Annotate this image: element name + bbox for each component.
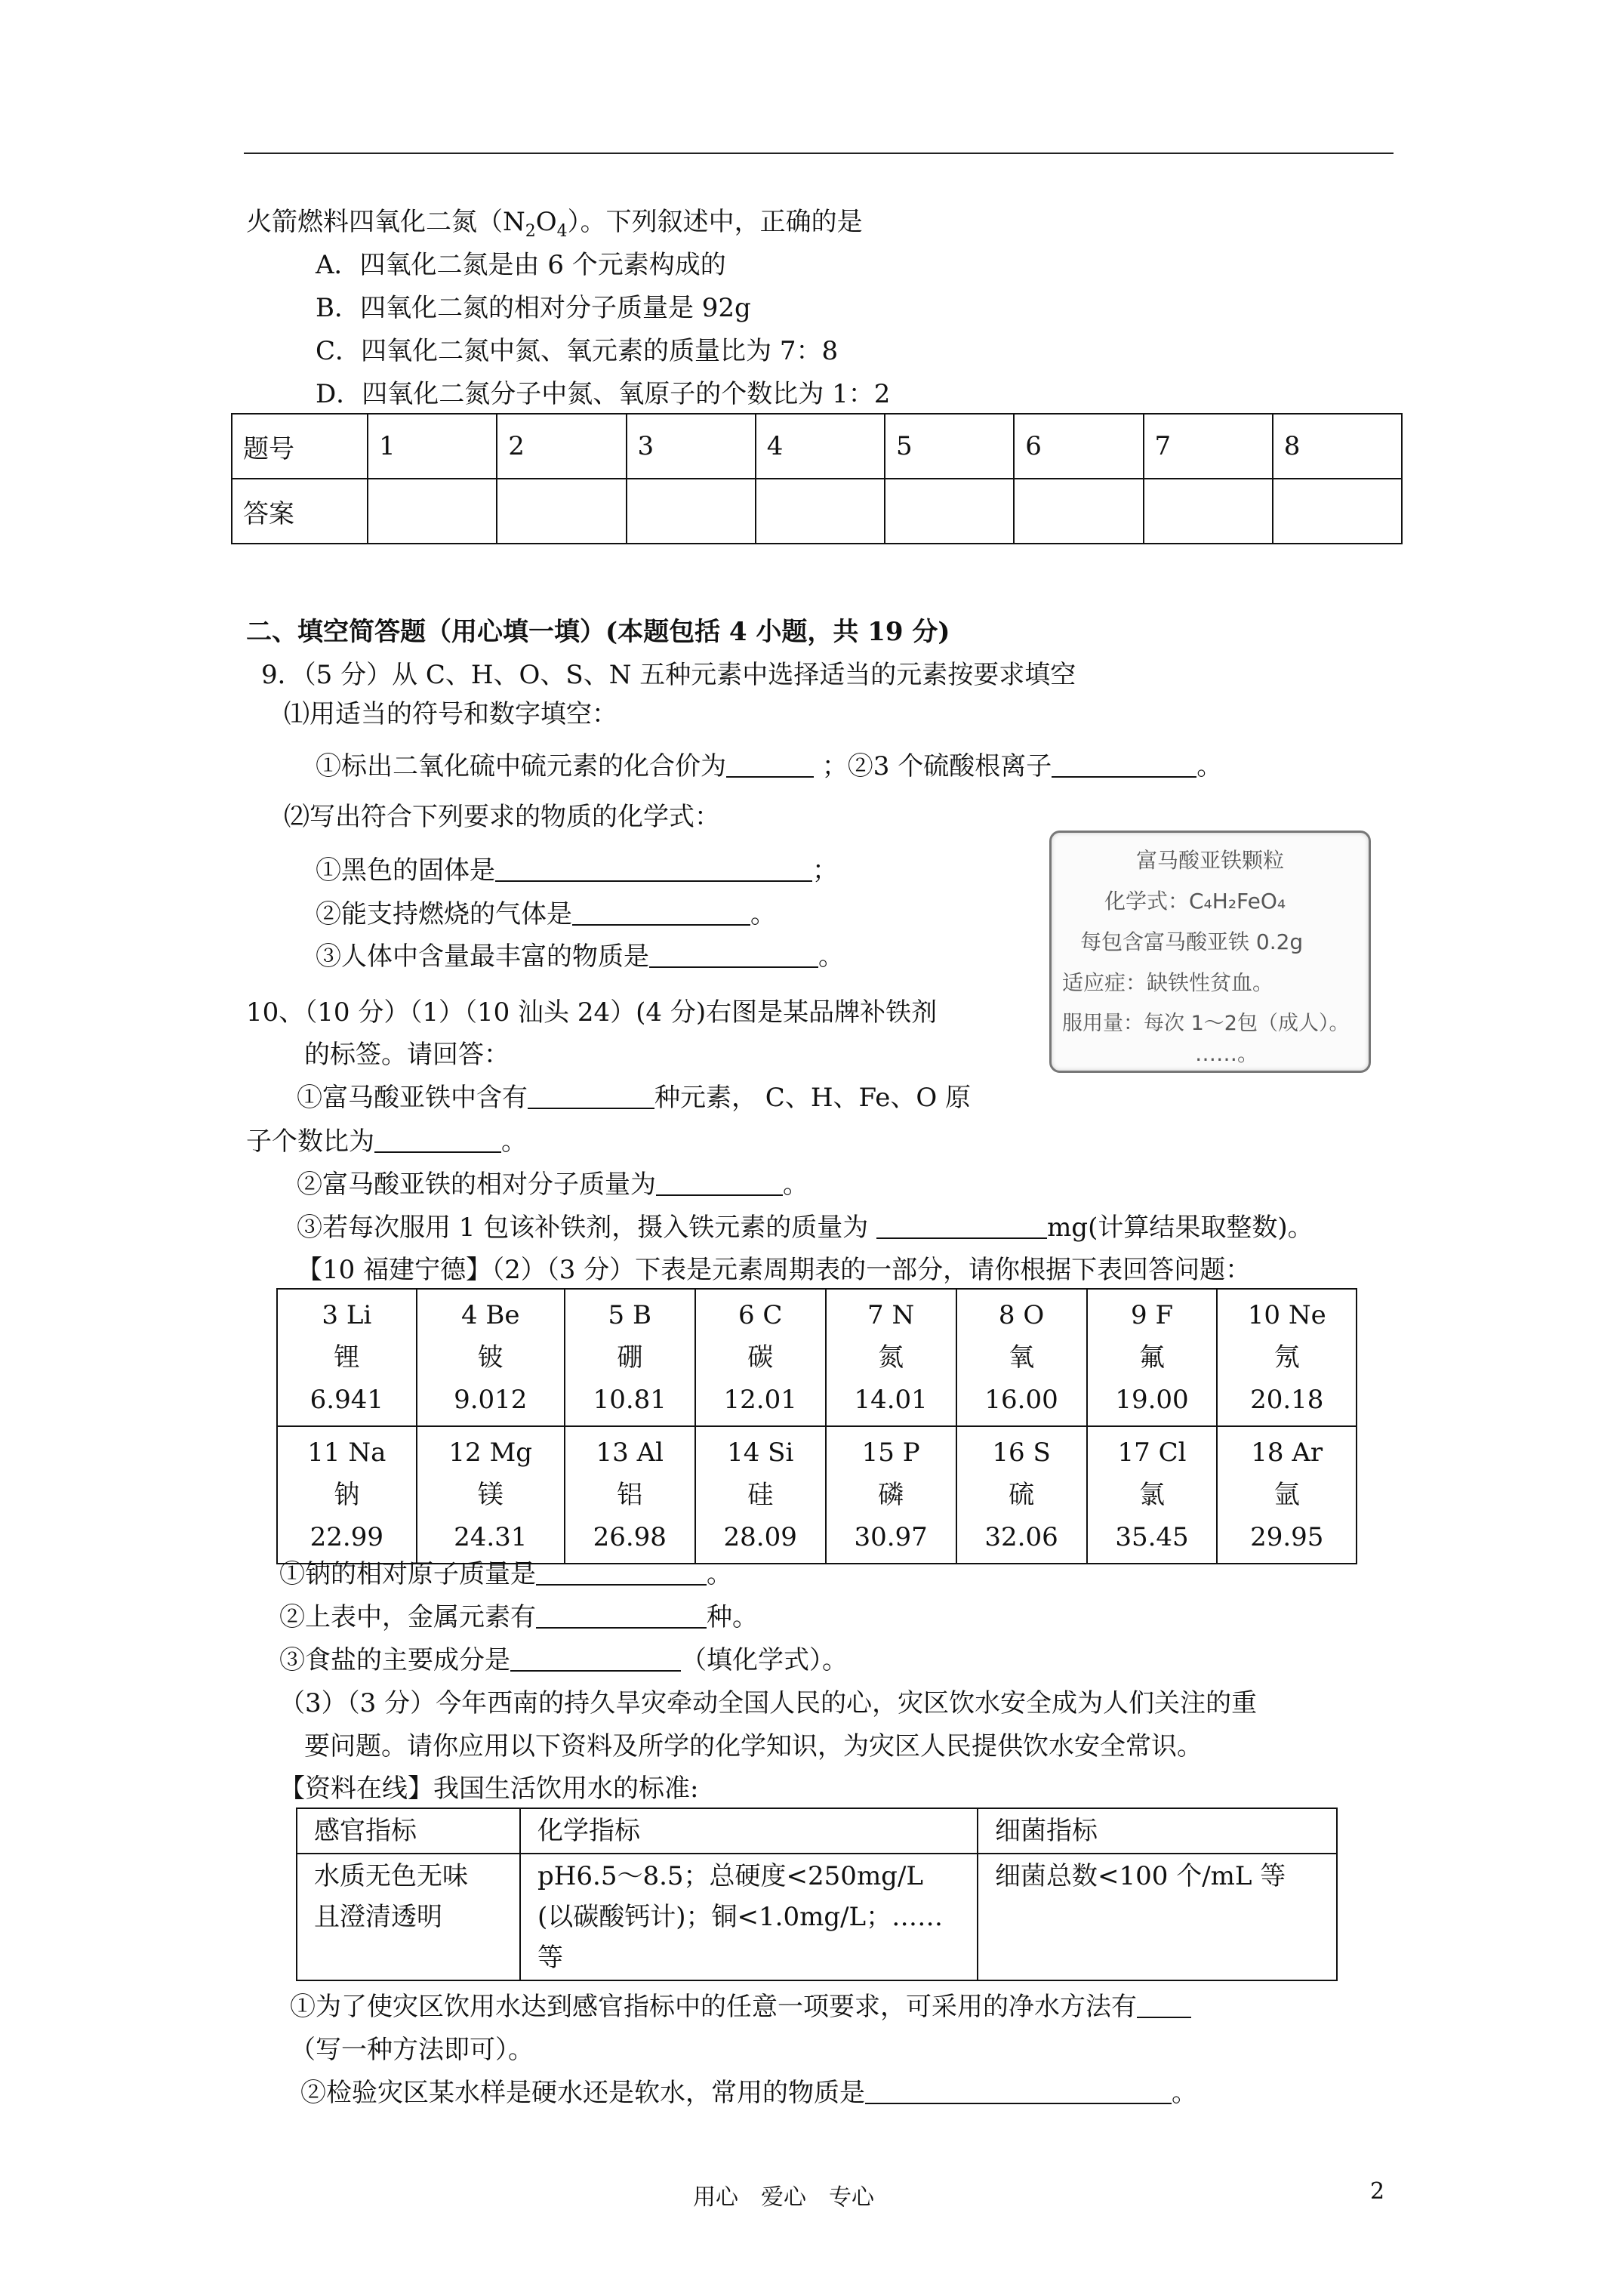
q10-p3-1-cont: （写一种方法即可）。 (290, 2035, 534, 2065)
element-cell: 5 B 硼 10.81 (565, 1289, 695, 1426)
answer-cell[interactable] (885, 479, 1014, 544)
element-cell: 6 C 碳 12.01 (695, 1289, 826, 1426)
element-cell: 7 N 氮 14.01 (826, 1289, 956, 1426)
water-standard-table (296, 1808, 1338, 1981)
element-cell: 18 Ar 氩 29.95 (1217, 1426, 1357, 1564)
q9-part2-item3: ③人体中含量最丰富的物质是 。 (316, 942, 844, 972)
header-sensory: 感官指标 (297, 1808, 520, 1854)
element-cell: 14 Si 硅 28.09 (695, 1426, 826, 1564)
periodic-table (276, 1288, 1357, 1564)
answer-number: 5 (885, 414, 1014, 479)
blank-metal-count[interactable] (536, 1604, 707, 1629)
element-cell: 17 Cl 氯 35.45 (1087, 1426, 1218, 1564)
q10-part3-line2: 要问题。请你应用以下资料及所学的化学知识，为灾区人民提供饮水安全常识。 (304, 1731, 1203, 1761)
header-chemical: 化学指标 (520, 1808, 978, 1854)
blank-molecular-mass[interactable] (656, 1172, 783, 1196)
q8-option-a: A．四氧化二氮是由 6 个元素构成的 (316, 250, 726, 280)
answer-cell[interactable] (627, 479, 756, 544)
blank-body-substance[interactable] (649, 944, 818, 968)
q8-option-b: B．四氧化二氮的相对分子质量是 92g (316, 293, 751, 323)
answer-number: 4 (756, 414, 885, 479)
q10-s1-cont: 子个数比为 。 (246, 1126, 527, 1157)
q9-part2: ⑵写出符合下列要求的物质的化学式： (284, 802, 720, 832)
answer-number: 1 (368, 414, 497, 479)
label-formula: 化学式：C₄H₂FeO₄ (1104, 889, 1286, 914)
q10-p2-3: ③食盐的主要成分是 （填化学式）。 (279, 1645, 848, 1675)
q9-title: 9．（5 分）从 C、H、O、S、N 五种元素中选择适当的元素按要求填空 (261, 660, 1076, 690)
section-heading: 二、填空简答题（用心填一填）(本题包括 4 小题，共 19 分) (246, 617, 950, 647)
label-content: 每包含富马酸亚铁 0.2g (1080, 929, 1304, 954)
cell-bacterial: 细菌总数<100 个/mL 等 (978, 1854, 1337, 1980)
label-dosage: 服用量：每次 1～2包（成人）。 (1062, 1012, 1350, 1035)
answer-cell[interactable] (1144, 479, 1273, 544)
answer-table (231, 413, 1403, 544)
cell-sensory: 水质无色无味 且澄清透明 (297, 1854, 520, 1980)
cell-chemical: pH6.5～8.5；总硬度<250mg/L (以碳酸钙计)；铜<1.0mg/L；…… 等 (520, 1854, 978, 1980)
element-cell: 11 Na 钠 22.99 (277, 1426, 417, 1564)
q9-part2-item2: ②能支持燃烧的气体是 。 (316, 899, 776, 929)
blank-atom-ratio[interactable] (374, 1129, 501, 1153)
q10-p2-1: ①钠的相对原子质量是 。 (279, 1559, 732, 1589)
q10-part3-line1: （3）（3 分）今年西南的持久旱灾牵动全国人民的心，灾区饮水安全成为人们关注的重 (279, 1688, 1258, 1718)
element-cell: 4 Be 铍 9.012 (417, 1289, 565, 1426)
answer-number: 8 (1273, 414, 1402, 479)
element-cell: 15 P 磷 30.97 (826, 1426, 956, 1564)
q9-part2-item1: ①黑色的固体是 ； (316, 855, 838, 886)
answer-cell[interactable] (368, 479, 497, 544)
q10-s2: ②富马酸亚铁的相对分子质量为 。 (297, 1170, 808, 1200)
q10-s1: ①富马酸亚铁中含有 种元素， C、H、Fe、O 原 (297, 1083, 972, 1113)
q8-stem: 火箭燃料四氧化二氮$(N_2O_4)$。下列叙述中，正确的是 (246, 207, 863, 241)
q10-title-cont: 的标签。请回答： (304, 1040, 510, 1070)
element-cell: 9 F 氟 19.00 (1087, 1289, 1218, 1426)
answer-table-label: 答案 (232, 479, 368, 544)
answer-number: 2 (497, 414, 626, 479)
q8-option-d: D．四氧化二氮分子中氮、氧原子的个数比为 1：2 (316, 379, 891, 409)
page-number: 2 (1370, 2178, 1385, 2205)
answer-cell[interactable] (497, 479, 626, 544)
periodic-row-2 (277, 1289, 1357, 1426)
blank-sulfur-valence[interactable] (726, 754, 814, 778)
supplement-label (1049, 831, 1371, 1073)
element-cell: 13 Al 铝 26.98 (565, 1426, 695, 1564)
answer-cell[interactable] (1014, 479, 1143, 544)
label-title: 富马酸亚铁颗粒 (1135, 848, 1284, 873)
blank-purification-method[interactable] (1137, 1994, 1191, 2018)
answer-cell[interactable] (1273, 479, 1402, 544)
footer-motto: 用心 爱心 专心 (693, 2184, 874, 2211)
q9-part1-line: ①标出二氧化硫中硫元素的化合价为 ；②3 个硫酸根离子 。 (316, 751, 1223, 781)
answer-number: 7 (1144, 414, 1273, 479)
blank-sulfate-ions[interactable] (1052, 754, 1196, 778)
answer-number: 3 (627, 414, 756, 479)
element-cell: 10 Ne 氖 20.18 (1217, 1289, 1357, 1426)
blank-combustion-gas[interactable] (572, 901, 750, 926)
q10-title: 10、（10 分）（1）（10 汕头 24）(4 分)右图是某品牌补铁剂 (246, 997, 938, 1028)
q10-p3-2: ②检验灾区某水样是硬水还是软水，常用的物质是 。 (300, 2078, 1197, 2108)
water-table-row (297, 1854, 1337, 1980)
q8-option-c: C．四氧化二氮中氮、氧元素的质量比为 7：8 (316, 336, 839, 366)
q10-p3-1: ①为了使灾区饮用水达到感官指标中的任意一项要求，可采用的净水方法有 (290, 1990, 1191, 2023)
header-rule (244, 153, 1394, 154)
blank-black-solid[interactable] (495, 858, 812, 882)
blank-salt-formula[interactable] (510, 1647, 681, 1672)
answer-cell[interactable] (756, 479, 885, 544)
label-more: ……。 (1195, 1041, 1259, 1066)
element-cell: 16 S 硫 32.06 (956, 1426, 1087, 1564)
answer-table-label: 题号 (232, 414, 368, 479)
answer-table-row-numbers (232, 414, 1402, 479)
element-cell: 12 Mg 镁 24.31 (417, 1426, 565, 1564)
q10-p2-2: ②上表中，金属元素有 种。 (279, 1602, 758, 1632)
blank-sodium-mass[interactable] (536, 1561, 707, 1586)
header-bacterial: 细菌指标 (978, 1808, 1337, 1854)
q10-s3: ③若每次服用 1 包该补铁剂，摄入铁元素的质量为 mg(计算结果取整数)。 (297, 1213, 1313, 1243)
q10-part2: 【10 福建宁德】（2）（3 分）下表是元素周期表的一部分，请你根据下表回答问题： (297, 1255, 1252, 1285)
periodic-row-3 (277, 1426, 1357, 1564)
blank-element-count[interactable] (528, 1085, 654, 1109)
element-cell: 3 Li 锂 6.941 (277, 1289, 417, 1426)
q9-part1: ⑴用适当的符号和数字填空： (284, 699, 617, 729)
element-cell: 8 O 氧 16.00 (956, 1289, 1087, 1426)
water-table-header (297, 1808, 1337, 1854)
label-indication: 适应症：缺铁性贫血。 (1062, 970, 1274, 995)
blank-hard-water-test[interactable] (865, 2080, 1172, 2104)
answer-table-row-answers (232, 479, 1402, 544)
blank-iron-mass[interactable] (876, 1215, 1047, 1239)
answer-number: 6 (1014, 414, 1143, 479)
q10-ref-title: 【资料在线】我国生活饮用水的标准: (279, 1774, 699, 1804)
